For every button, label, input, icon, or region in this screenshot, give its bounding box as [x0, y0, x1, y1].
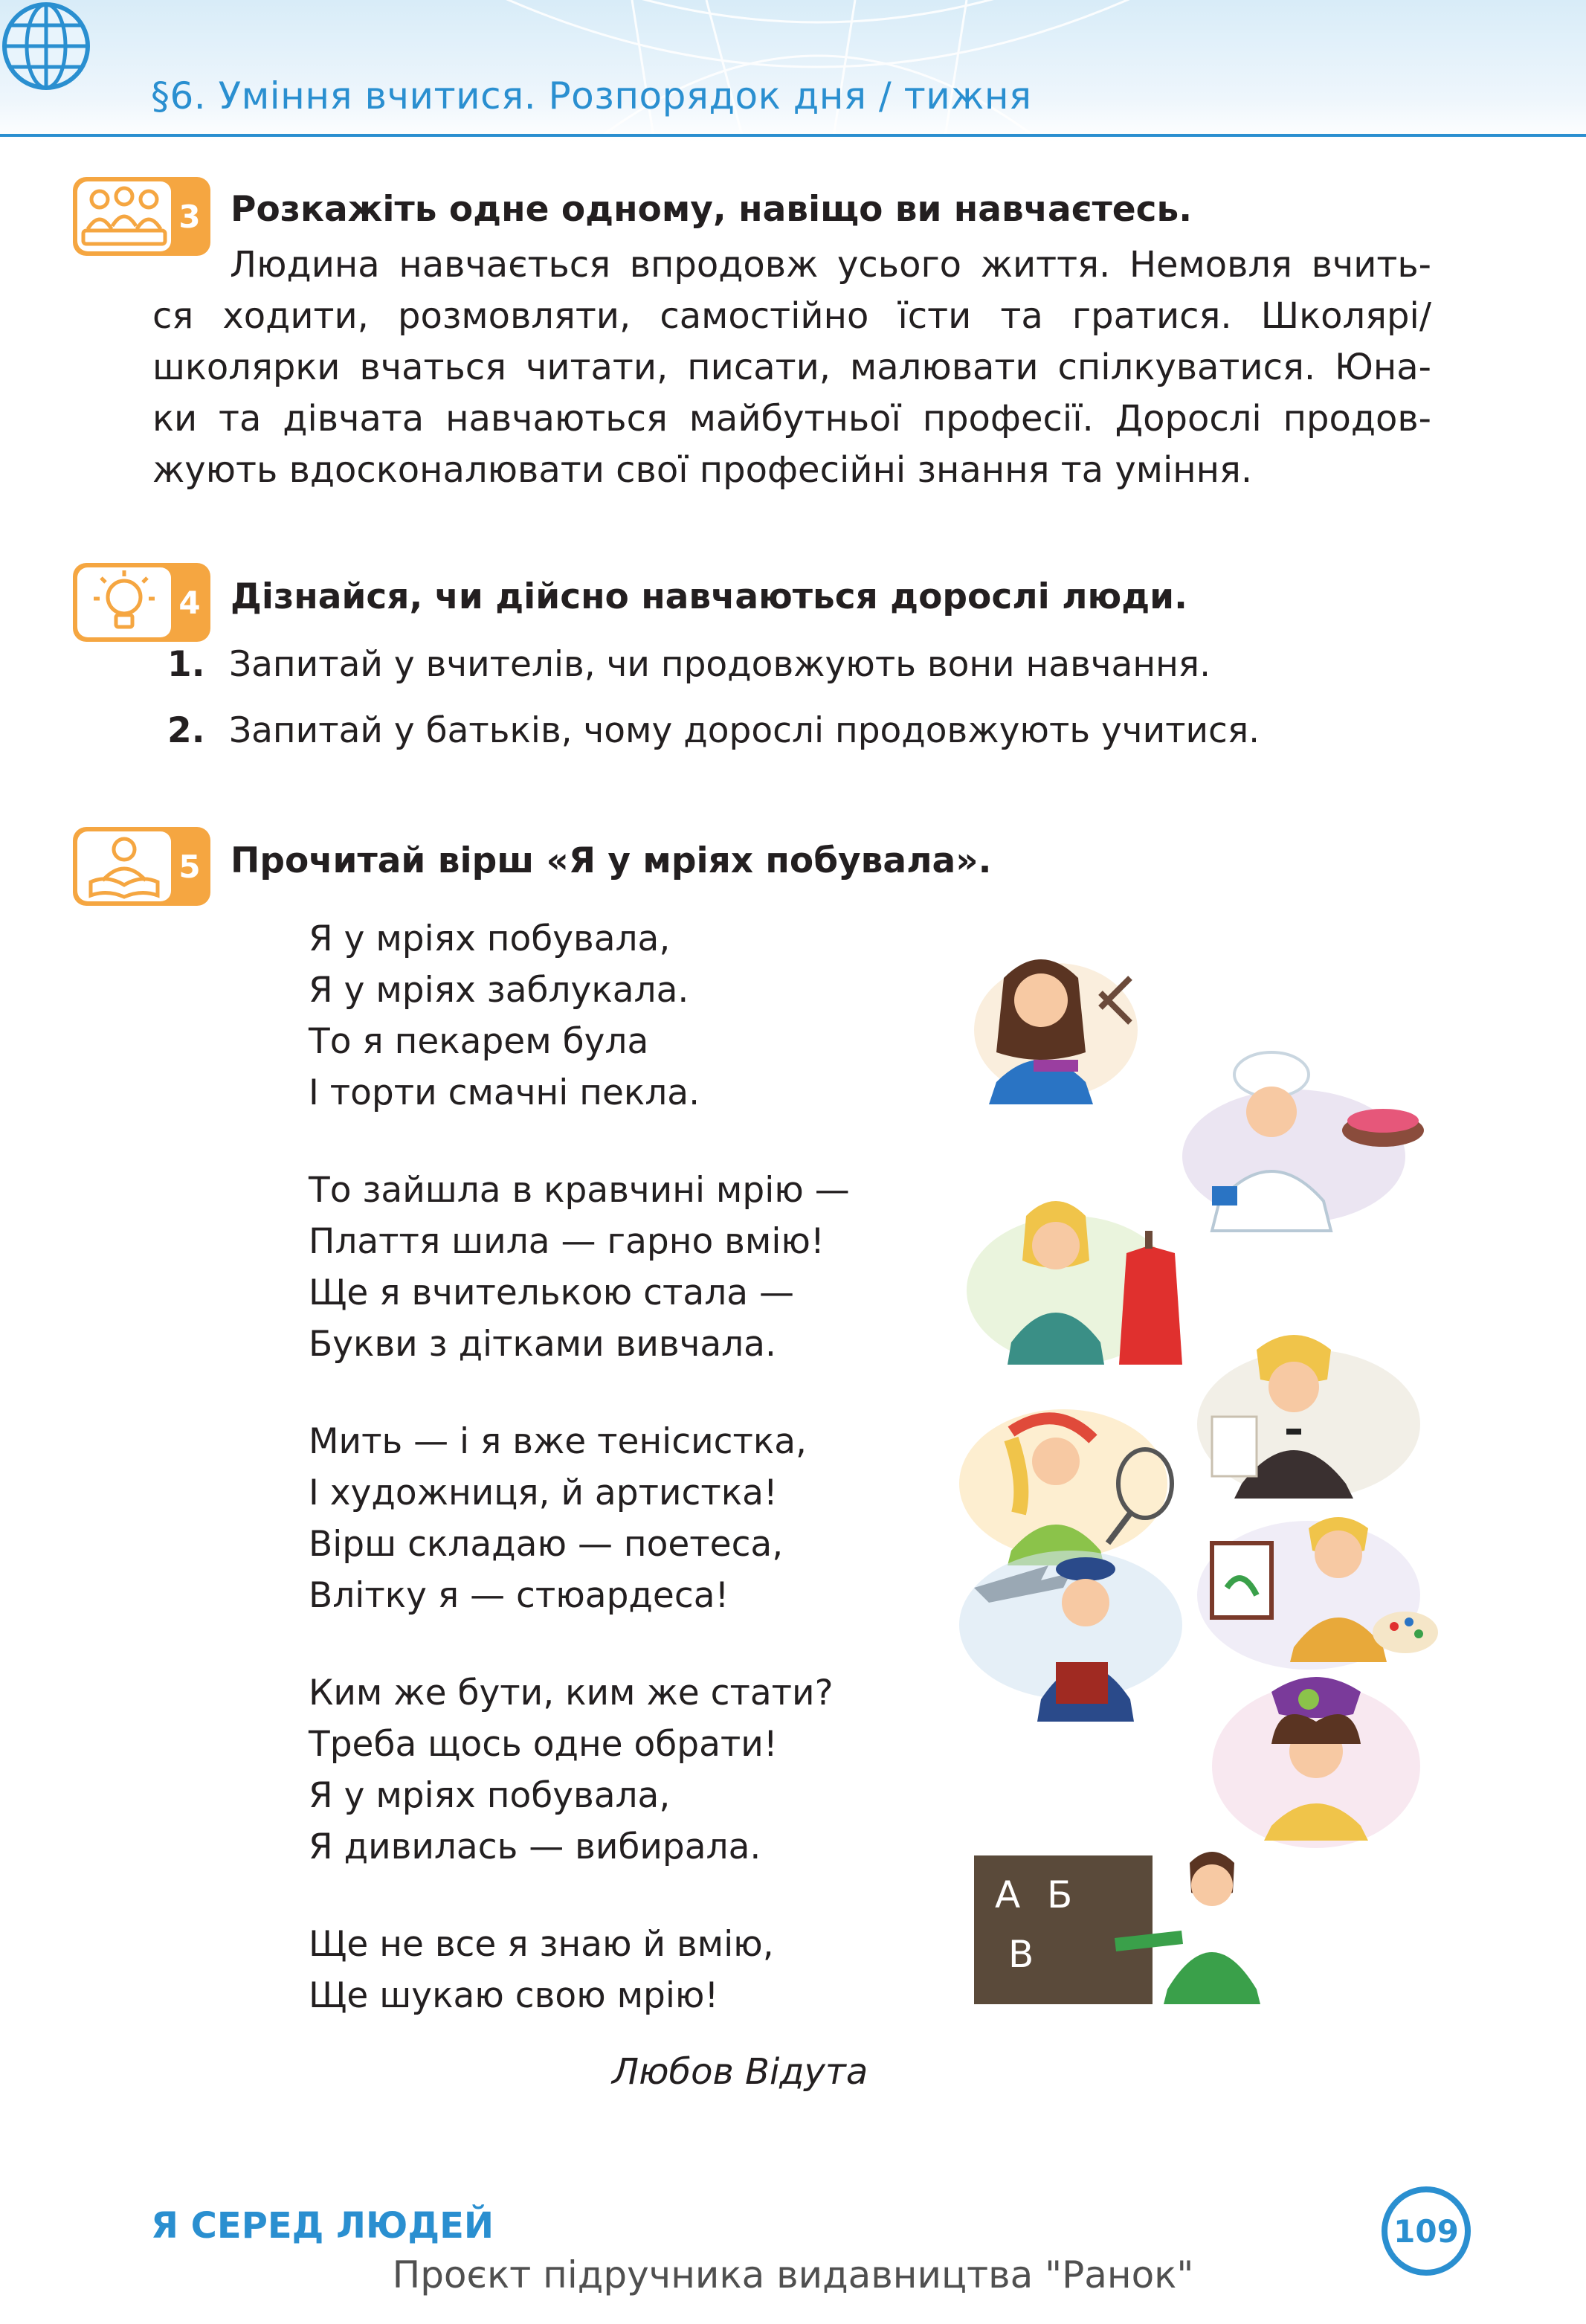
- poem-line: І торти смачні пекла.: [309, 1072, 700, 1113]
- task-4-title: Дізнайся, чи дійсно навчаються дорослі люди.: [231, 576, 1187, 617]
- paragraph-line: ся ходити, розмовляти, самостійно їсти та гратися. Школярі/: [152, 295, 1431, 337]
- poem-line: Я у мріях побувала,: [309, 918, 671, 959]
- list-number: 2.: [167, 710, 205, 751]
- seamstress-illustration: [967, 1201, 1182, 1365]
- poem-stanza: [309, 1919, 850, 2021]
- list-item: [167, 644, 1211, 685]
- globe-icon: [0, 0, 92, 92]
- poem-line: То зайшла в кравчині мрію —: [309, 1170, 850, 1211]
- poem-line: Я дивилась — вибирала.: [309, 1826, 761, 1867]
- header-decoration: [0, 0, 1586, 141]
- poem-line: Букви з дітками вивчала.: [309, 1324, 776, 1365]
- poem-line: Я у мріях побувала,: [309, 1775, 671, 1816]
- list-item: [167, 710, 1260, 751]
- task-5-title: Прочитай вірш «Я у мріях побувала».: [231, 840, 992, 881]
- poem-stanza: [309, 1667, 850, 1873]
- page-header: [0, 0, 1586, 141]
- poem-stanza: [309, 913, 850, 1118]
- poem-line: Влітку я — стюардеса!: [309, 1575, 729, 1616]
- poem-stanza: [309, 1165, 850, 1370]
- poem-line: То я пекарем була: [309, 1021, 649, 1062]
- list-text: Запитай у батьків, чому дорослі продовжують учитися.: [229, 710, 1260, 751]
- section-title: Я СЕРЕД ЛЮДЕЙ: [151, 2205, 494, 2247]
- header-divider: [0, 134, 1586, 137]
- poem-line: Ким же бути, ким же стати?: [309, 1673, 834, 1713]
- poem-line: Треба щось одне обрати!: [309, 1724, 778, 1765]
- baker-illustration: [1182, 1052, 1424, 1231]
- poem-line: Плаття шила — гарно вмію!: [309, 1221, 825, 1262]
- publisher-note: Проєкт підручника видавництва "Ранок": [392, 2253, 1194, 2296]
- paragraph-line: ки та дівчата навчаються майбутньої професії. Дорослі продов-: [152, 398, 1431, 440]
- tennis-player-illustration: [959, 1409, 1172, 1565]
- poem-line: Ще шукаю свою мрію!: [309, 1975, 719, 2016]
- task-3-paragraph: [152, 239, 1431, 496]
- task-3-title: Розкажіть одне одному, навіщо ви навчаєтесь.: [231, 189, 1193, 230]
- paragraph-line: школярки вчаться читати, писати, малювати спілкуватися. Юна-: [152, 347, 1431, 388]
- teacher-illustration: [974, 1852, 1260, 2004]
- page-number: 109: [1382, 2186, 1471, 2276]
- board-letter-a: А: [995, 1873, 1021, 1916]
- paragraph-line: Людина навчається впродовж усього життя. Немовля вчить-: [230, 244, 1431, 286]
- poem-line: І художниця, й артистка!: [309, 1472, 778, 1513]
- list-text: Запитай у вчителів, чи продовжують вони навчання.: [229, 644, 1211, 685]
- list-number: 1.: [167, 644, 205, 685]
- hairdresser-illustration: [974, 959, 1138, 1104]
- actress-illustration: [1212, 1677, 1420, 1848]
- poem: [309, 913, 850, 2067]
- paragraph-line: жують вдосконалювати свої професійні знання та уміння.: [152, 449, 1253, 491]
- page-title: §6. Уміння вчитися. Розпорядок дня / тижня: [151, 74, 1032, 118]
- task-4-badge: [73, 563, 210, 642]
- performer-illustration: [1197, 1335, 1420, 1499]
- professions-illustration: [959, 948, 1442, 2019]
- poem-line: Я у мріях заблукала.: [309, 970, 689, 1011]
- poem-line: Вірш складаю — поетеса,: [309, 1524, 784, 1565]
- board-letter-b: Б: [1047, 1873, 1073, 1916]
- poem-line: Ще я вчителькою стала —: [309, 1272, 794, 1313]
- poem-author: Любов Відута: [612, 2051, 868, 2093]
- task-4-number: 4: [178, 585, 201, 621]
- flight-attendant-illustration: [959, 1551, 1182, 1722]
- task-5-badge: [73, 827, 210, 906]
- painter-illustration: [1197, 1517, 1438, 1670]
- board-letter-v: В: [1008, 1933, 1034, 1976]
- poem-line: Ще не все я знаю й вмію,: [309, 1924, 774, 1965]
- task-5-number: 5: [178, 849, 201, 885]
- poem-stanza: [309, 1416, 850, 1621]
- task-3-number: 3: [178, 199, 201, 235]
- poem-line: Мить — і я вже тенісистка,: [309, 1421, 807, 1462]
